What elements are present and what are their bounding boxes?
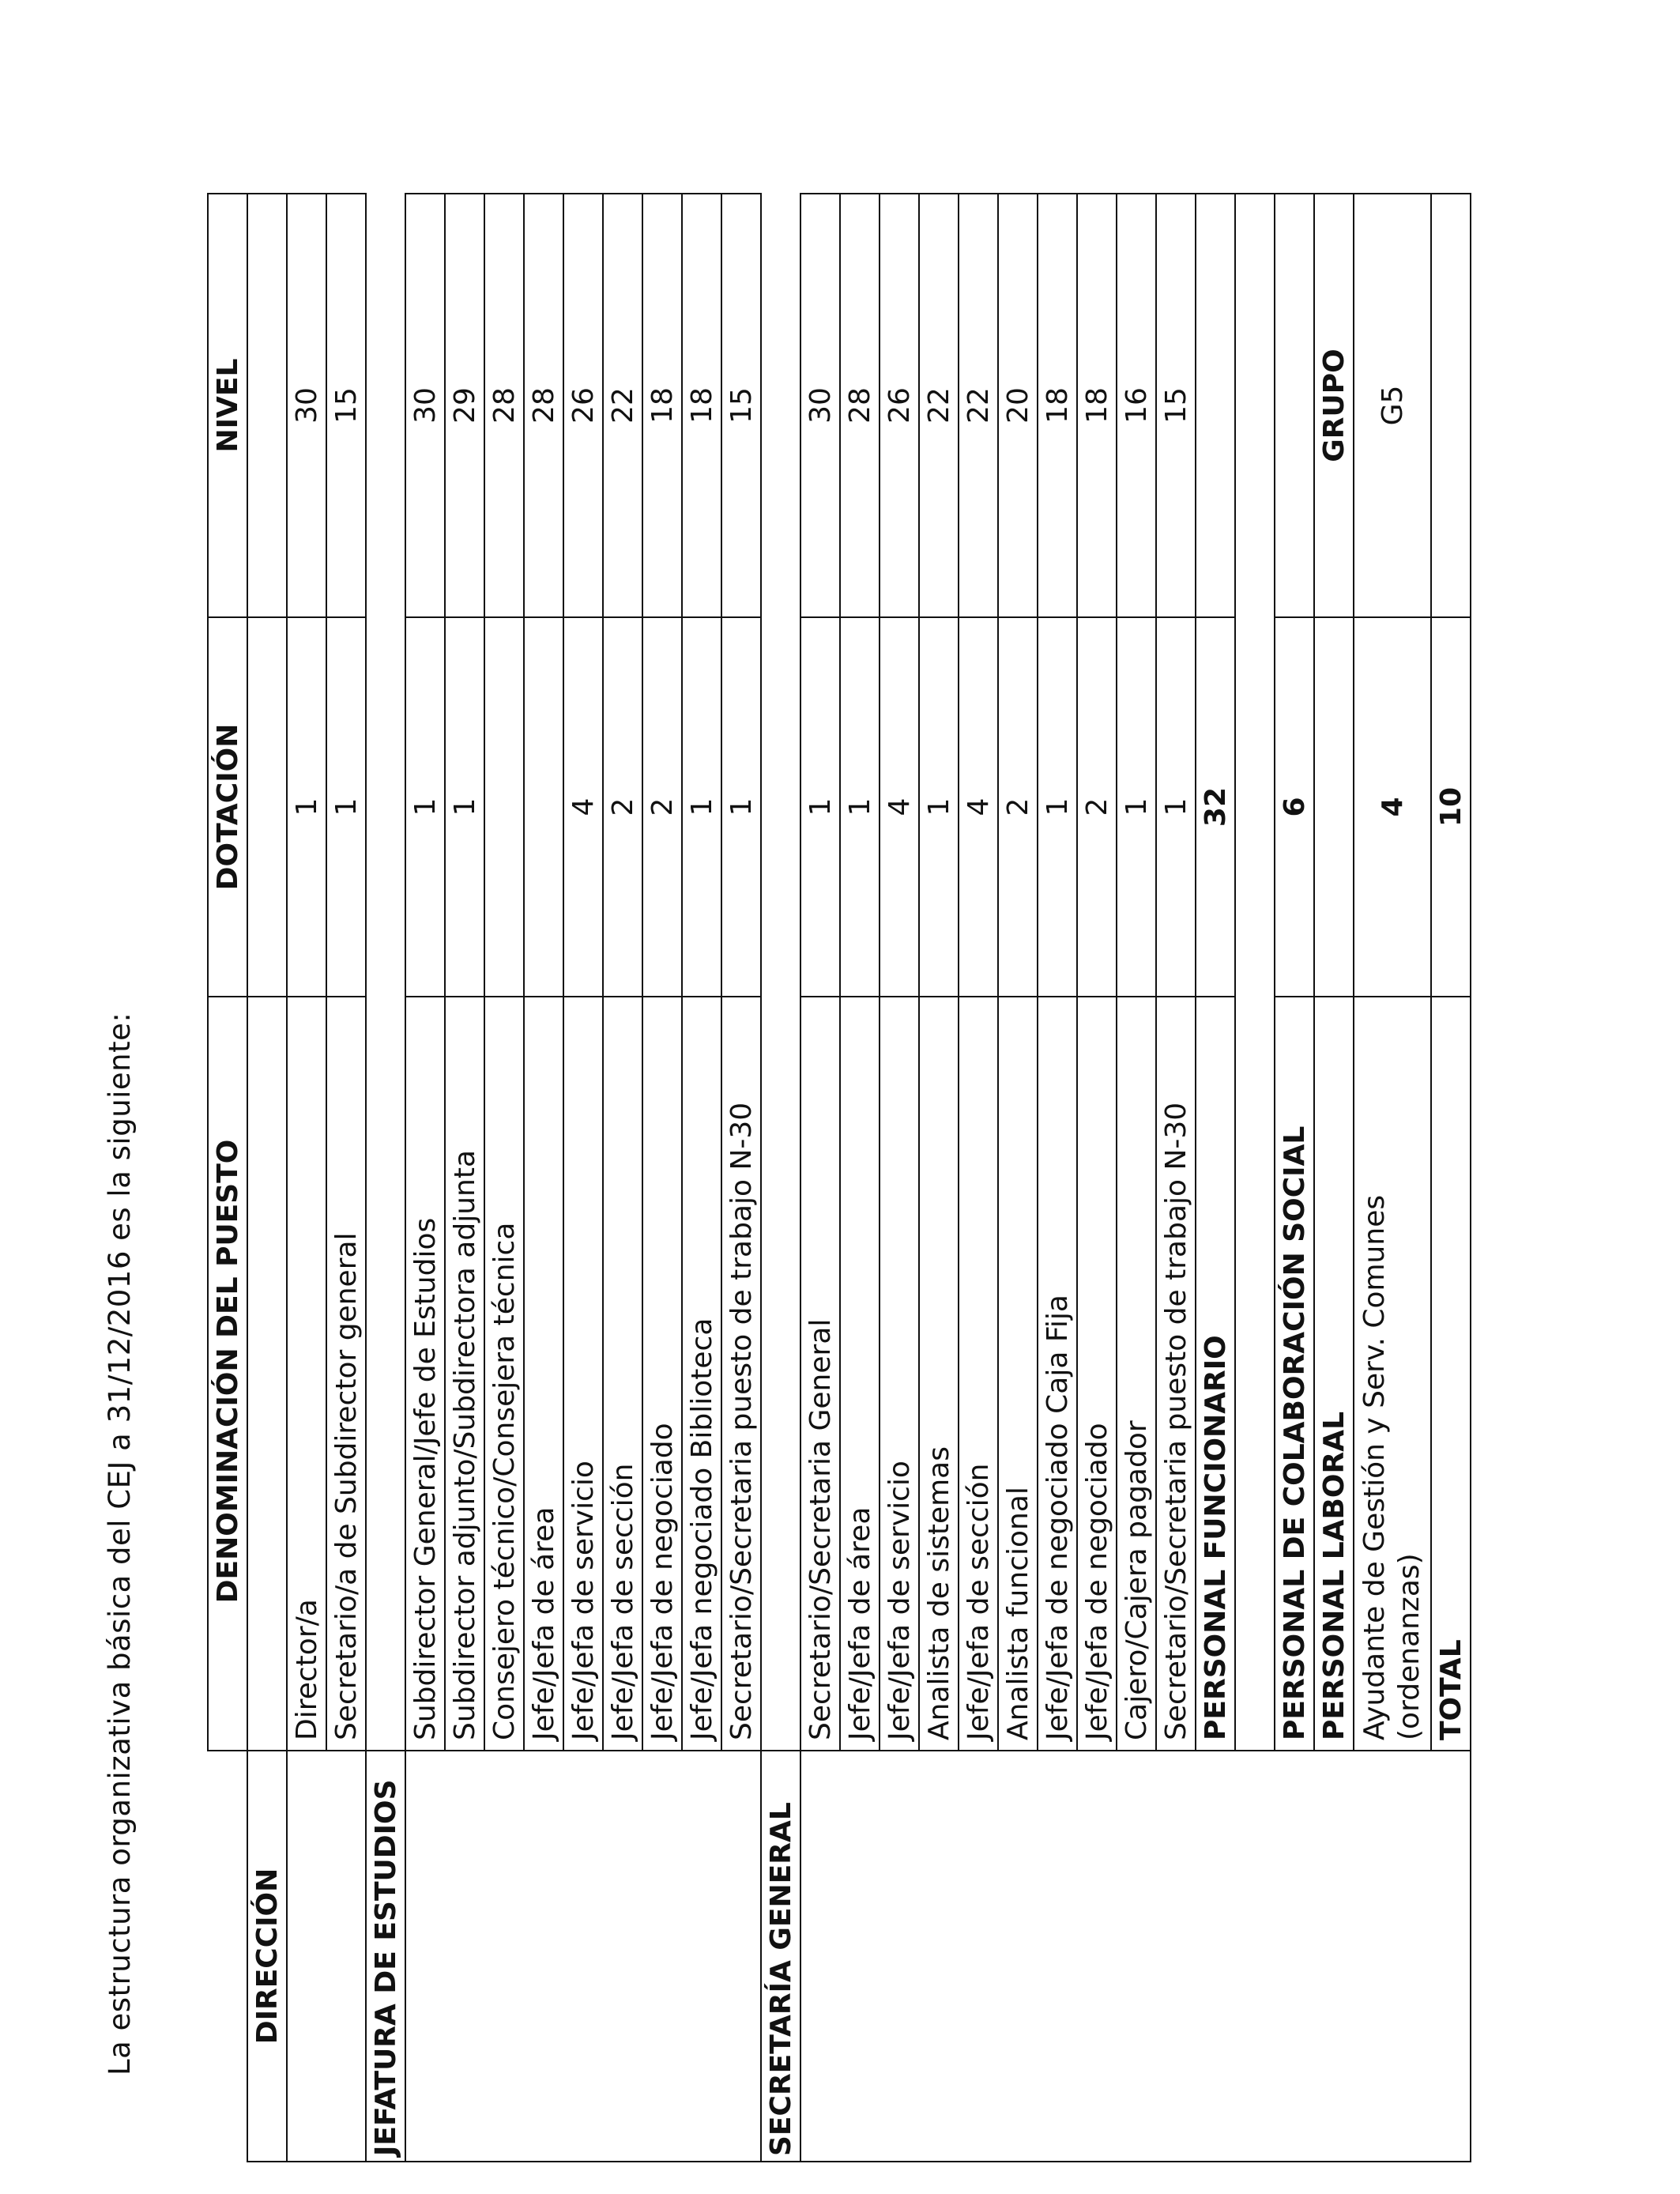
colaboracion-label: PERSONAL DE COLABORACIÓN SOCIAL [1275, 997, 1314, 1751]
section-row-direccion [247, 194, 287, 2162]
total-label: TOTAL [1431, 997, 1471, 1751]
header-dotacion: DOTACIÓN [208, 617, 247, 997]
table-row: Secretario/Secretaria puesto de trabajo N-30 1 15 [721, 194, 761, 2162]
table-row: Secretario/Secretaria puesto de trabajo N-30 1 15 [1156, 194, 1196, 2162]
section-title-direccion: DIRECCIÓN [247, 1751, 287, 2162]
table-row: Jefe/Jefa de negociado Caja Fija 1 18 [1038, 194, 1077, 2162]
table-row: Jefe/Jefa de negociado 2 18 [642, 194, 682, 2162]
table-row: Director/a 1 30 [287, 194, 326, 2162]
table-row: Secretario/Secretaria General 1 30 [800, 194, 840, 2162]
table-row: Jefe/Jefa de servicio 4 26 [880, 194, 919, 2162]
table-row: Jefe/Jefa negociado Biblioteca 1 18 [682, 194, 721, 2162]
table-row: Analista de sistemas 1 22 [919, 194, 959, 2162]
table-header-row [208, 194, 247, 2162]
table-row: Analista funcional 2 20 [998, 194, 1038, 2162]
table-row: Jefe/Jefa de negociado 2 18 [1077, 194, 1117, 2162]
section-title-jefatura: JEFATURA DE ESTUDIOS [366, 1751, 405, 2162]
structure-table [207, 193, 1471, 2162]
colaboracion-row [1275, 194, 1314, 2162]
table-row: Jefe/Jefa de área 28 [524, 194, 563, 2162]
table-row: Jefe/Jefa de servicio 4 26 [563, 194, 603, 2162]
table-row: Consejero técnico/Consejera técnica 28 [484, 194, 524, 2162]
table-row: Secretario/a de Subdirector general 1 15 [326, 194, 366, 2162]
table-row: Ayudante de Gestión y Serv. Comunes (ordenanzas) 4 G5 [1354, 194, 1431, 2162]
personal-funcionario-row [1196, 194, 1235, 2162]
section-row-jefatura [366, 194, 405, 2162]
personal-funcionario-total: 32 [1196, 617, 1235, 997]
header-grupo: GRUPO [1314, 194, 1354, 617]
colaboracion-total: 6 [1275, 617, 1314, 997]
table-row: Cajero/Cajera pagador 1 16 [1117, 194, 1156, 2162]
header-nivel: NIVEL [208, 194, 247, 617]
total-row [1431, 194, 1471, 2162]
laboral-label: PERSONAL LABORAL [1314, 997, 1354, 1751]
table-row: Subdirector adjunto/Subdirectora adjunta 1 29 [445, 194, 484, 2162]
table-row: Jefe/Jefa de sección 4 22 [959, 194, 998, 2162]
section-title-secretaria: SECRETARÍA GENERAL [761, 1751, 800, 2162]
total-value: 10 [1431, 617, 1471, 997]
intro-text: La estructura organizativa básica del CEJ a 31/12/2016 es la siguiente: [103, 1012, 137, 2075]
table-row: Jefe/Jefa de sección 2 22 [603, 194, 642, 2162]
personal-funcionario-label: PERSONAL FUNCIONARIO [1196, 997, 1235, 1751]
section-row-secretaria [761, 194, 800, 2162]
laboral-row [1314, 194, 1354, 2162]
table-row: Subdirector General/Jefe de Estudios 1 30 [405, 194, 445, 2162]
header-denominacion: DENOMINACIÓN DEL PUESTO [208, 997, 247, 1751]
table-row: Jefe/Jefa de área 1 28 [840, 194, 880, 2162]
spacer-row [1235, 194, 1275, 2162]
